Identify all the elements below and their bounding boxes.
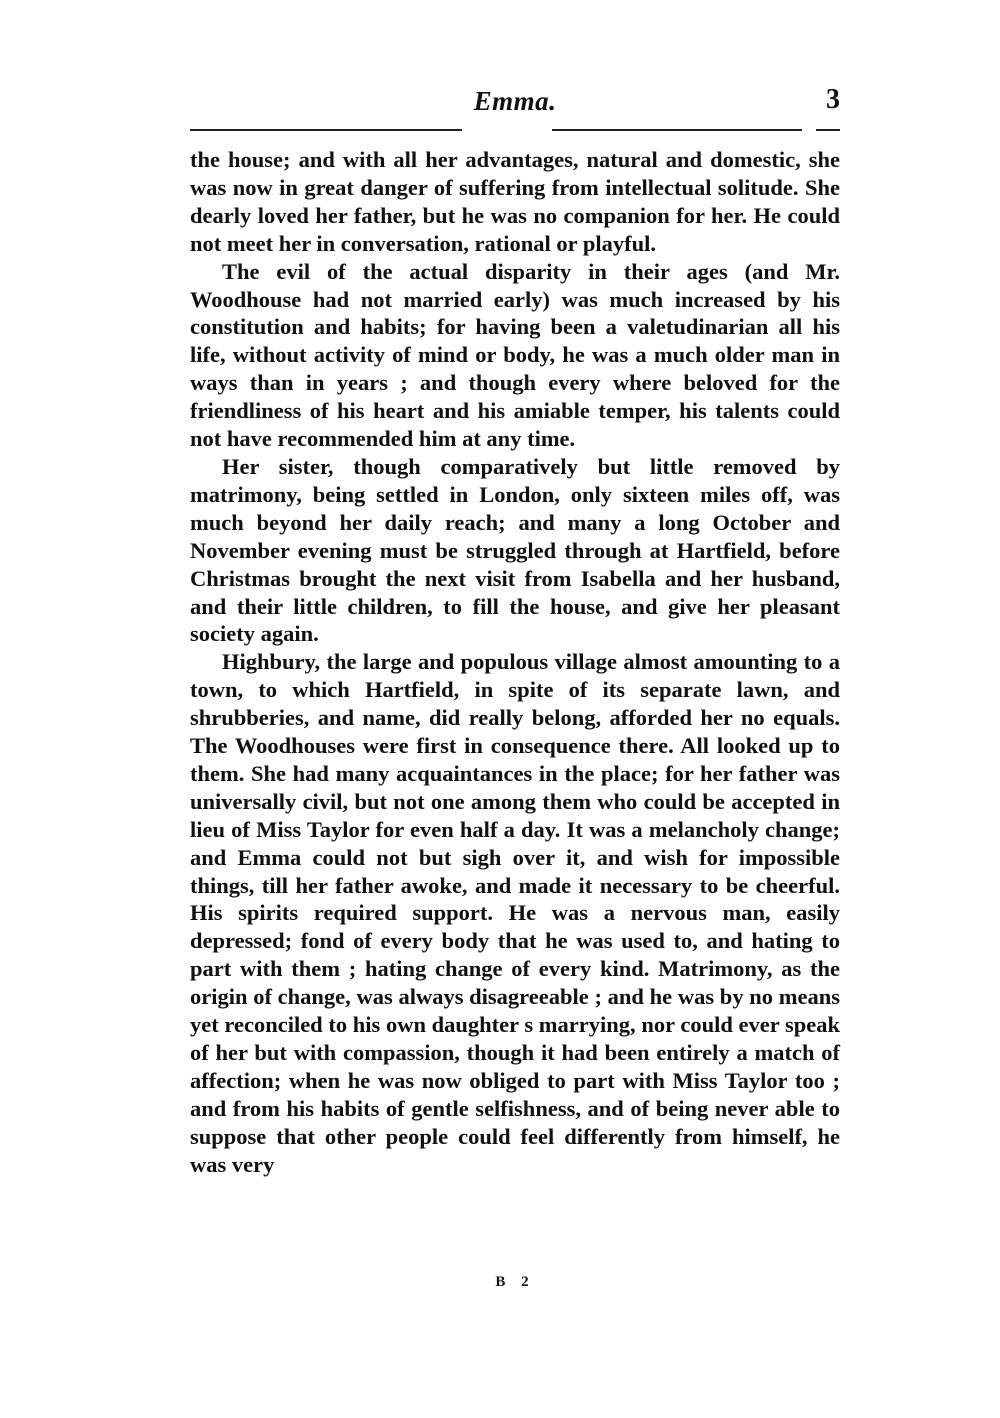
signature-mark: B 2: [495, 1274, 535, 1290]
body-text: [190, 146, 840, 1179]
paragraph-continuation: the house; and with all her advantages, natural and domestic, she was now in great danger of suffering from intellectual solitude. She dearly loved her father, but he was no companion for her. He could not meet her in conversation, rational or playful.: [190, 147, 840, 256]
page-number: 3: [826, 84, 840, 115]
paragraph: Her sister, though comparatively but little removed by matrimony, being settled in London, only sixteen miles off, was much beyond her daily reach; and many a long October and November evening must be struggled through at Hartfield, before Christmas brought the next visit from Isabella and her husband, and their little children, to fill the house, and give her pleasant society again.: [190, 453, 840, 647]
paragraph: Highbury, the large and populous village almost amounting to a town, to which Hartfield, in spite of its separate lawn, and shrubberies, and name, did really belong, afforded her no equals. The Woodhouses were first in consequence there. All looked up to them. She had many acquaintances in the place; for her father was universally civil, but not one among them who could be accepted in lieu of Miss Taylor for even half a day. It was a melancholy change; and Emma could not but sigh over it, and wish for impossible things, till her father awoke, and made it necessary to be cheerful. His spirits required support. He was a nervous man, easily depressed; fond of every body that he was used to, and hating to part with them ; hating change of every kind. Matrimony, as the origin of change, was always disagreeable ; and he was by no means yet reconciled to his own daughter s marrying, nor could ever speak of her but with compassion, though it had been entirely a match of affection; when he was now obliged to part with Miss Taylor too ; and from his habits of gentle selfishness, and of being never able to suppose that other people could feel differently from himself, he was very: [190, 649, 840, 1177]
paragraph: The evil of the actual disparity in their ages (and Mr. Woodhouse had not married early) was much increased by his constitution and habits; for having been a valetudinarian all his life, without activity of mind or body, he was a much older man in ways than in years ; and though every where beloved for the friendliness of his heart and his amiable temper, his talents could not have recommended him at any time.: [190, 258, 840, 452]
running-head: [190, 80, 840, 140]
header-rule-right: [816, 129, 840, 131]
running-title: Emma.: [473, 86, 557, 116]
header-rule-middle: [552, 129, 802, 131]
header-rule-left: [190, 129, 462, 131]
